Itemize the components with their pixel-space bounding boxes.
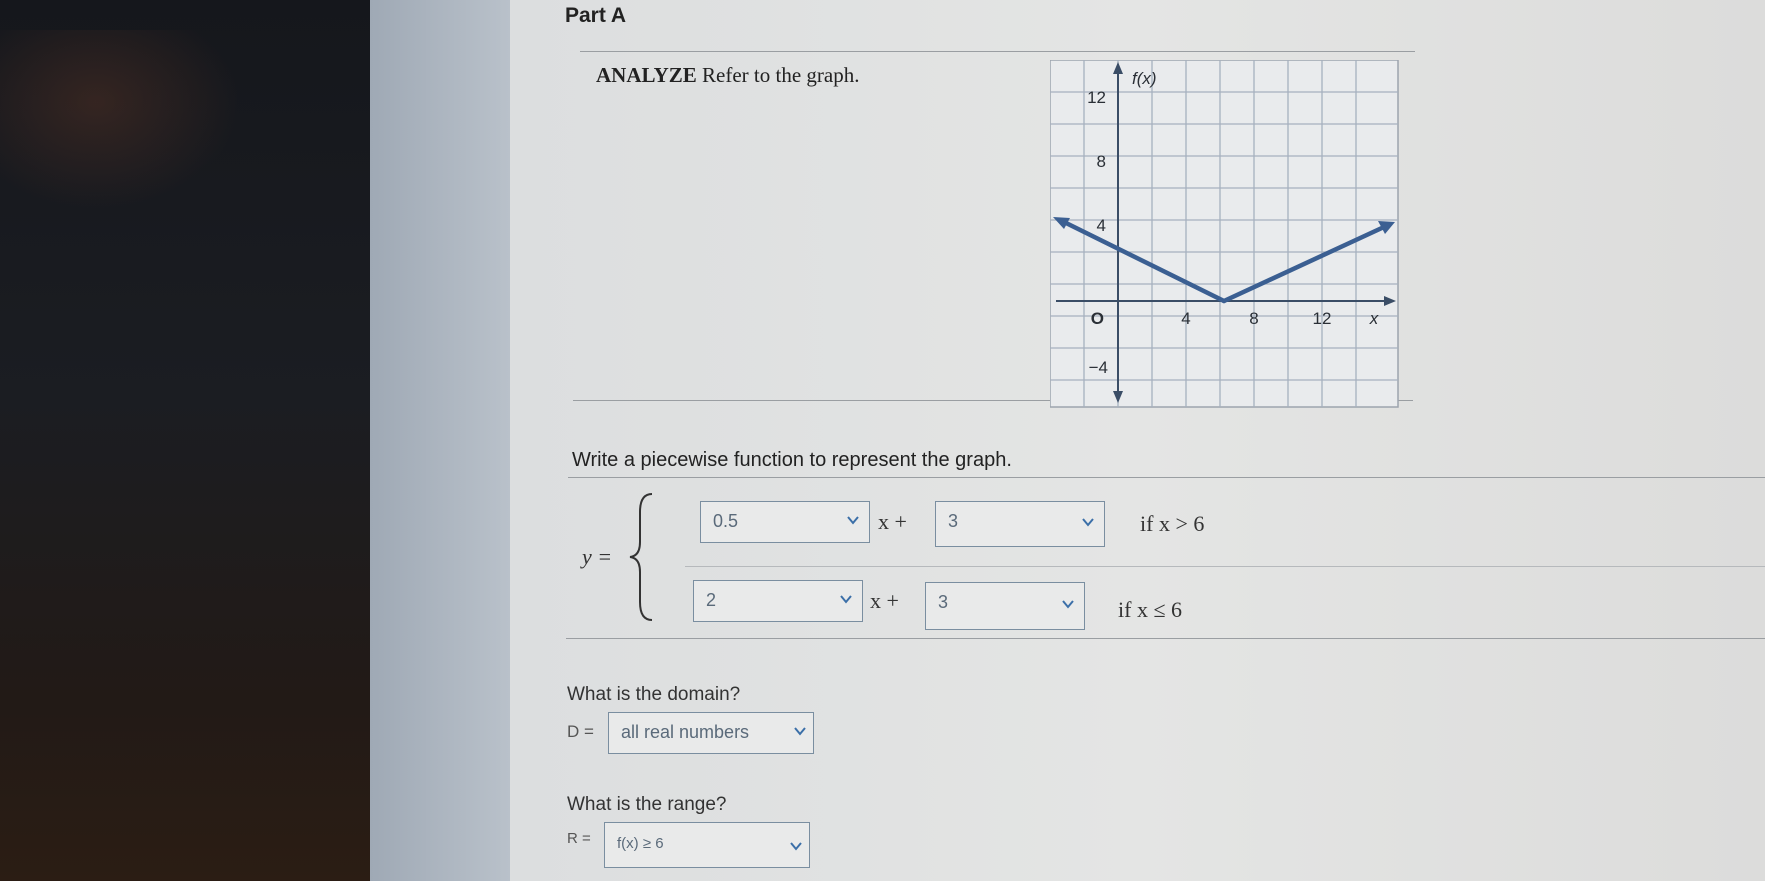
origin-label: O bbox=[1090, 309, 1104, 328]
domain-label: D = bbox=[567, 722, 594, 741]
range-value: f(x) ≥ 6 bbox=[617, 835, 664, 852]
row2-coefficient-dropdown[interactable] bbox=[693, 580, 863, 622]
domain-value: all real numbers bbox=[621, 722, 750, 742]
y-tick-neg4: −4 bbox=[1088, 358, 1108, 377]
analyze-text: Refer to the graph. bbox=[696, 63, 860, 87]
row1-constant-dropdown[interactable] bbox=[935, 501, 1105, 547]
y-axis-label: f(x) bbox=[1132, 69, 1157, 88]
y-equals-label: y = bbox=[582, 544, 613, 569]
piecewise-brace bbox=[628, 492, 658, 622]
row1-coefficient-value: 0.5 bbox=[713, 511, 739, 531]
domain-question: What is the domain? bbox=[567, 684, 741, 705]
x-tick-8: 8 bbox=[1249, 309, 1259, 328]
row2-coefficient-value: 2 bbox=[706, 590, 717, 610]
row1-condition: if x > 6 bbox=[1140, 511, 1205, 536]
chevron-down-icon bbox=[1060, 596, 1076, 612]
domain-dropdown[interactable] bbox=[608, 712, 814, 754]
divider-fraction bbox=[685, 566, 1765, 567]
row2-x-plus: x + bbox=[870, 588, 899, 613]
analyze-instruction bbox=[596, 63, 859, 88]
chevron-down-icon bbox=[845, 512, 861, 528]
analyze-keyword: ANALYZE bbox=[596, 63, 697, 87]
background-glow bbox=[0, 30, 240, 210]
range-question: What is the range? bbox=[567, 794, 727, 815]
row2-constant-dropdown[interactable] bbox=[925, 582, 1085, 630]
part-title: Part A bbox=[565, 4, 627, 27]
row2-condition: if x ≤ 6 bbox=[1118, 597, 1183, 622]
chevron-down-icon bbox=[1080, 514, 1096, 530]
piecewise-prompt: Write a piecewise function to represent the graph. bbox=[572, 449, 1012, 471]
row2-constant-value: 3 bbox=[938, 592, 949, 612]
chevron-down-icon bbox=[788, 838, 804, 854]
y-tick-4: 4 bbox=[1096, 216, 1106, 235]
y-tick-12: 12 bbox=[1087, 88, 1106, 107]
chevron-down-icon bbox=[838, 591, 854, 607]
y-tick-8: 8 bbox=[1096, 152, 1106, 171]
row1-coefficient-dropdown[interactable] bbox=[700, 501, 870, 543]
x-tick-4: 4 bbox=[1181, 309, 1191, 328]
x-axis-label: x bbox=[1369, 309, 1379, 328]
row1-constant-value: 3 bbox=[948, 511, 959, 531]
row1-x-plus: x + bbox=[878, 509, 907, 534]
left-panel bbox=[370, 0, 510, 881]
divider-top bbox=[580, 51, 1415, 52]
x-tick-12: 12 bbox=[1312, 309, 1332, 328]
range-label: R = bbox=[567, 830, 591, 847]
chevron-down-icon bbox=[792, 723, 808, 739]
divider-prompt bbox=[568, 477, 1765, 478]
divider-question bbox=[566, 638, 1765, 639]
range-dropdown[interactable] bbox=[604, 822, 810, 868]
graph bbox=[1050, 60, 1402, 410]
